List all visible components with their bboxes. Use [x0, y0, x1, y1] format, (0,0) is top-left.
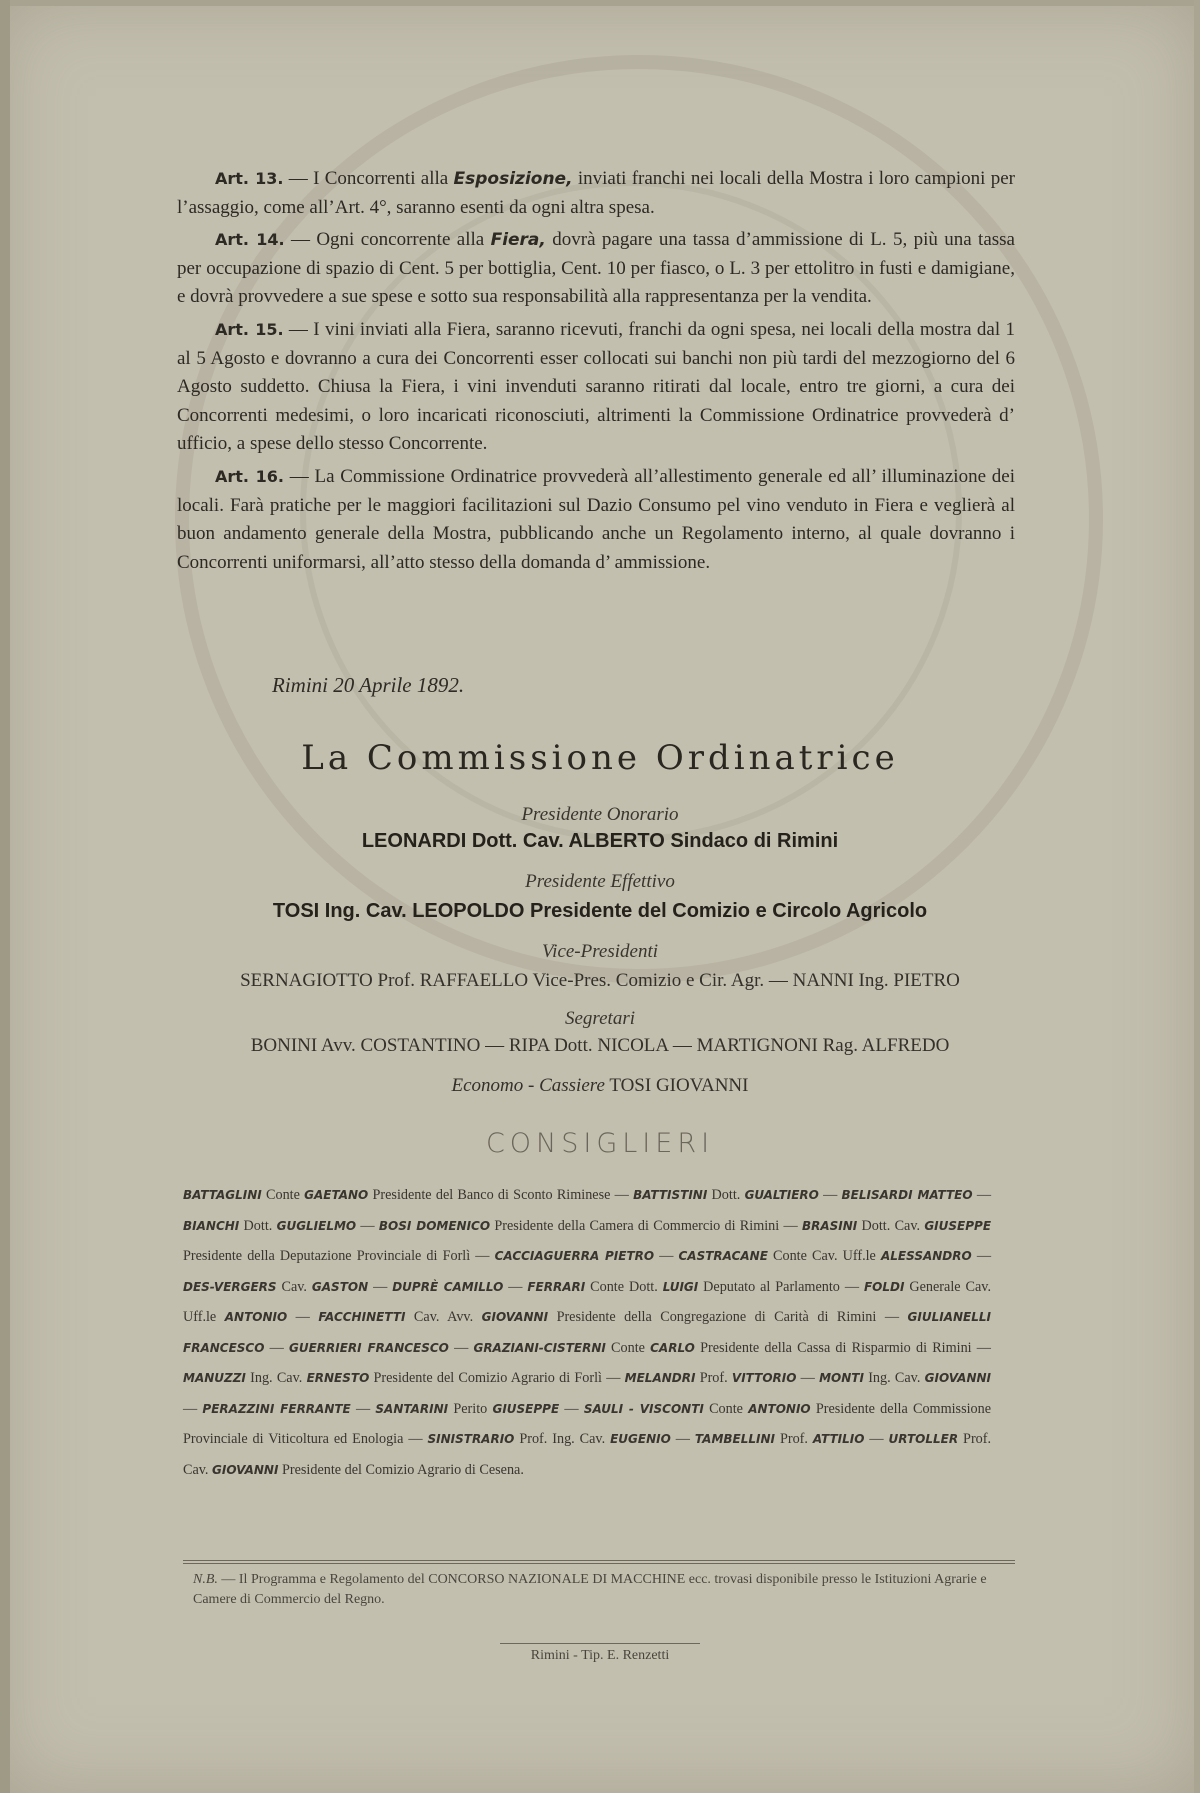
article-text: — Ogni concorrente alla: [284, 229, 491, 251]
consigliere-name: EUGENIO: [610, 1432, 671, 1446]
consigliere-detail: —: [654, 1248, 679, 1264]
consigliere-name: ERNESTO: [306, 1371, 370, 1385]
article-13: [177, 165, 1015, 222]
paper-edge-top: [0, 0, 1200, 6]
treasurer-name: TOSI GIOVANNI: [609, 1075, 749, 1096]
consigliere-detail: Deputato al Parlamento —: [698, 1278, 864, 1295]
consigliere-detail: Presidente della Cassa di Risparmio di Rimini —: [694, 1339, 991, 1356]
secretaries-role: Segretari: [564, 1008, 635, 1029]
consigliere-name: GASTON: [311, 1279, 369, 1294]
consigliere-detail: —: [356, 1217, 379, 1234]
consigliere-detail: Presidente del Comizio Agrario di Cesena.: [278, 1461, 524, 1478]
article-text: dovrà pagare una tassa d’ammissione di L. 5, più una tassa per occupazione di spazio di Cent. 5 per bottiglia, Cent. 10 per fiasco, o L. 3 per ettolitro in fusti e damigiane, e dovrà provvedere a sue spese e sotto sua responsabilità alla rappresentanza per la vendita.: [177, 229, 1015, 308]
consigliere-detail: —: [796, 1370, 820, 1386]
printer-rule: [500, 1643, 700, 1644]
consigliere-detail: Ing. Cav.: [863, 1370, 925, 1386]
consigliere-detail: Conte Cav. Uff.le: [767, 1248, 881, 1264]
date-line: Rimini 20 Aprile 1892.: [272, 673, 465, 697]
consigliere-name: ALESSANDRO: [880, 1249, 972, 1263]
consigliere-detail: Dott.: [707, 1187, 745, 1203]
vice-presidents-role: Vice-Presidenti: [541, 941, 659, 962]
consigliere-name: BELISARDI MATTEO: [841, 1188, 973, 1202]
consigliere-detail: Prof.: [775, 1431, 813, 1447]
article-15: [177, 316, 1015, 459]
consigliere-name: SINISTRARIO: [427, 1432, 515, 1446]
consigliere-detail: Presidente della Camera di Commercio di Rimini —: [490, 1217, 802, 1234]
consigliere-detail: —: [503, 1278, 528, 1295]
article-16: [177, 463, 1015, 577]
article-text: — La Commissione Ordinatrice provvederà all’allestimento generale ed all’ illuminazione dei locali. Farà pratiche per le maggiori facilitazioni sul Dazio Consumo pel vino venduto in Fiera e veglierà al buon andamento generale della Mostra, pubblicando anche un Regolamento interno, al quale dovranno i Concorrenti uniformarsi, all’atto stesso della domanda d’ ammissione.: [177, 465, 1015, 573]
honorary-president-role: Presidente Onorario: [521, 804, 679, 825]
consigliere-detail: —: [287, 1309, 319, 1325]
article-text: inviati franchi nei locali della Mostra i loro campioni per l’assaggio, come all’Art. 4°, saranno esenti da ogni altra spesa.: [177, 168, 1015, 218]
consiglieri-title: CONSIGLIERI: [485, 1128, 715, 1159]
consigliere-name: SAULI - VISCONTI: [583, 1401, 704, 1416]
article-14: [177, 226, 1015, 312]
article-label: Art. 14.: [215, 230, 285, 250]
consigliere-name: GIULIANELLI FRANCESCO: [183, 1310, 991, 1355]
article-emphasis: Fiera,: [490, 230, 546, 251]
secretaries-names: BONINI Avv. COSTANTINO — RIPA Dott. NICOLA — MARTIGNONI Rag. ALFREDO: [250, 1035, 950, 1056]
article-emphasis: Esposizione,: [453, 169, 573, 189]
printer-imprint: Rimini - Tip. E. Renzetti: [530, 1648, 670, 1663]
consigliere-detail: —: [183, 1400, 203, 1417]
consigliere-name: GRAZIANI-CISTERNI: [473, 1340, 606, 1355]
consigliere-name: MELANDRI: [624, 1371, 696, 1385]
consigliere-name: DES-VERGERS: [183, 1279, 277, 1294]
consigliere-detail: —: [864, 1431, 889, 1447]
consigliere-name: GAETANO: [304, 1188, 369, 1202]
article-label: Art. 13.: [215, 169, 284, 188]
consigliere-detail: Presidente del Comizio Agrario di Forlì —: [369, 1370, 625, 1386]
consigliere-name: LUIGI: [662, 1279, 699, 1294]
effective-president-name: TOSI Ing. Cav. LEOPOLDO Presidente del Comizio e Circolo Agricolo: [272, 900, 928, 922]
consigliere-detail: —: [818, 1187, 842, 1203]
consigliere-name: GUGLIELMO: [276, 1218, 357, 1233]
consigliere-name: GUALTIERO: [744, 1188, 819, 1202]
consigliere-detail: —: [971, 1248, 992, 1264]
consigliere-detail: Conte: [703, 1400, 749, 1417]
treasurer-line: [0, 1075, 1200, 1097]
consigliere-name: ANTONIO: [224, 1310, 288, 1324]
consigliere-detail: Presidente della Congregazione di Carità di Rimini —: [548, 1309, 908, 1325]
consigliere-name: GIOVANNI: [212, 1462, 279, 1477]
consigliere-detail: —: [350, 1400, 376, 1417]
consigliere-detail: —: [670, 1431, 695, 1447]
consigliere-detail: Dott. Cav.: [857, 1217, 925, 1234]
consigliere-detail: Generale Cav. Uff.le: [183, 1278, 991, 1325]
consigliere-detail: Prof. Cav.: [183, 1431, 992, 1478]
consigliere-detail: Prof. Ing. Cav.: [514, 1431, 611, 1447]
consigliere-name: FACCHINETTI: [318, 1310, 406, 1324]
consigliere-name: BATTAGLINI: [183, 1188, 262, 1202]
honorary-president-name: LEONARDI Dott. Cav. ALBERTO Sindaco di Rimini: [361, 830, 839, 852]
commission-title: La Commissione Ordinatrice: [301, 738, 899, 778]
consigliere-detail: Dott.: [239, 1217, 277, 1234]
consigliere-detail: —: [972, 1187, 992, 1203]
consigliere-detail: Presidente del Banco di Sconto Riminese —: [368, 1187, 634, 1203]
consigliere-name: VITTORIO: [731, 1371, 797, 1385]
consigliere-detail: —: [448, 1339, 474, 1356]
consigliere-name: DUPRÈ CAMILLO: [392, 1279, 504, 1294]
consigliere-detail: Conte: [605, 1339, 651, 1356]
consigliere-name: TAMBELLINI: [694, 1432, 775, 1446]
consigliere-name: BRASINI: [801, 1218, 858, 1233]
consigliere-detail: Cav.: [276, 1278, 312, 1295]
consigliere-name: MONTI: [819, 1371, 864, 1385]
consigliere-name: PERAZZINI FERRANTE: [202, 1401, 351, 1416]
consigliere-name: CACCIAGUERRA PIETRO: [494, 1249, 655, 1263]
consigliere-name: GIOVANNI: [924, 1371, 992, 1385]
divider-upper: [183, 1560, 1015, 1561]
footnote-text: — Il Programma e Regolamento del CONCORSO NAZIONALE DI MACCHINE ecc. trovasi disponibile presso le Istituzioni Agrarie e Camere di Commercio del Regno.: [193, 1572, 987, 1607]
consigliere-detail: Cav. Avv.: [405, 1309, 482, 1325]
consigliere-detail: Perito: [448, 1400, 493, 1417]
articles-section: [177, 165, 1015, 581]
consigliere-name: GIUSEPPE: [492, 1401, 560, 1416]
consigliere-name: BIANCHI: [183, 1218, 240, 1233]
consigliere-detail: —: [559, 1400, 584, 1417]
consigliere-name: CASTRACANE: [678, 1249, 768, 1263]
consigliere-name: CARLO: [650, 1340, 695, 1355]
consigliere-name: FERRARI: [527, 1279, 586, 1294]
consigliere-name: ANTONIO: [748, 1401, 811, 1416]
divider-lower: [183, 1563, 1015, 1564]
consigliere-detail: Conte: [261, 1187, 305, 1203]
treasurer-role: Economo - Cassiere: [451, 1075, 605, 1096]
consigliere-name: GUERRIERI FRANCESCO: [289, 1340, 449, 1355]
paper-edge-right: [1194, 0, 1200, 1793]
vice-presidents-names: SERNAGIOTTO Prof. RAFFAELLO Vice-Pres. Comizio e Cir. Agr. — NANNI Ing. PIETRO: [240, 970, 960, 991]
footnote: [193, 1570, 1003, 1610]
consigliere-name: GIOVANNI: [481, 1310, 549, 1324]
consigliere-name: BATTISTINI: [633, 1188, 708, 1202]
consigliere-detail: Ing. Cav.: [245, 1370, 307, 1386]
article-text: — I vini inviati alla Fiera, saranno ricevuti, franchi da ogni spesa, nei locali della mostra dal 1 al 5 Agosto e dovranno a cura dei Concorrenti esser collocati sui banchi non più tardi del mezzogiorno del 6 Agosto suddetto. Chiusa la Fiera, i vini invenduti saranno ritirati dal locale, entro tre giorni, a cura dei Concorrenti medesimi, o loro incaricati riconosciuti, altrimenti la Commissione Ordinatrice provvederà d’ ufficio, a spese dello stesso Concorrente.: [177, 318, 1015, 455]
consigliere-name: SANTARINI: [375, 1401, 449, 1416]
consigliere-name: BOSI DOMENICO: [378, 1218, 491, 1233]
article-text: — I Concorrenti alla: [283, 168, 454, 189]
consigliere-detail: Presidente della Deputazione Provinciale di Forlì —: [183, 1248, 495, 1264]
consigliere-name: GIUSEPPE: [924, 1218, 992, 1233]
consigliere-name: ATTILIO: [812, 1432, 865, 1446]
effective-president-role: Presidente Effettivo: [525, 871, 675, 892]
footnote-label: N.B.: [193, 1572, 218, 1587]
consigliere-detail: Prof.: [695, 1370, 732, 1386]
article-label: Art. 16.: [215, 466, 284, 486]
article-label: Art. 15.: [215, 319, 284, 339]
consigliere-detail: —: [368, 1278, 393, 1295]
consigliere-detail: —: [264, 1339, 289, 1356]
consiglieri-list: [183, 1180, 991, 1485]
paper-edge-left: [0, 0, 10, 1793]
consigliere-name: MANUZZI: [183, 1371, 246, 1385]
consigliere-name: FOLDI: [863, 1279, 905, 1294]
consigliere-name: URTOLLER: [888, 1432, 959, 1446]
consigliere-detail: Presidente della Commissione Provinciale di Viticoltura ed Enologia —: [183, 1400, 992, 1447]
consigliere-detail: Conte Dott.: [585, 1278, 663, 1295]
